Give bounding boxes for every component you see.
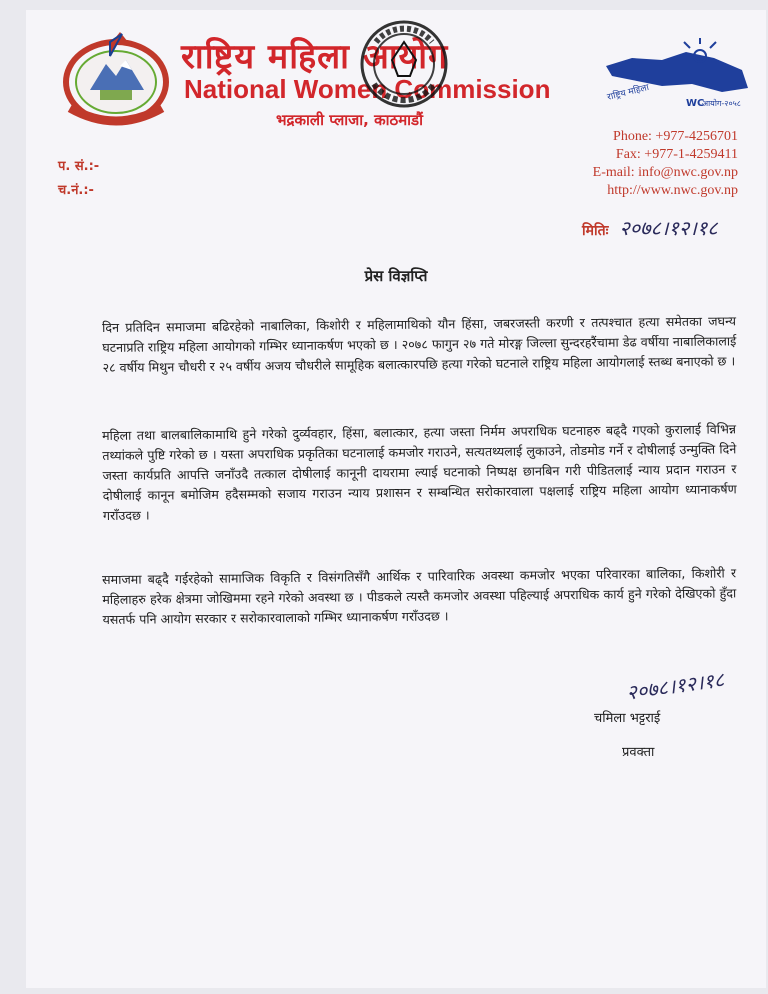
office-address: भद्रकाली प्लाजा, काठमाडौं <box>276 111 423 129</box>
press-release-page <box>26 10 766 988</box>
nepal-emblem-icon <box>60 30 172 128</box>
commission-title-nepali: राष्ट्रिय महिला आयोग <box>181 37 449 77</box>
document-heading: प्रेस विज्ञप्ति <box>364 267 428 285</box>
body-paragraph-2: महिला तथा बालबालिकामाथि हुने गरेको दुर्व्यवहार, हिंसा, बलात्कार, हत्या जस्ता निर्मम अपराधिक घटनाहरु बढ्दै गएको कुरालाई विभिन्न तथ्यांकले पुष्टि गरेको छ । यस्ता अपराधिक प्रकृतिका घटनालाई कमजोर गराउने, सत्यतथ्यलाई लुकाउने, तोडमोड गर्ने र दोषीलाई उन्मुक्ति दिने जस्ता कार्यप्रति आपत्ति जनाँउदै तत्काल दोषीलाई कानूनी दायरामा ल्याई घटनाको निष्पक्ष छानबिन गरी पीडितलाई न्याय प्रदान गराउन र दोषीलाई कानून बमोजिम हदैसम्मको सजाय गराउन न्याय प्रशासन र सम्बन्धित सरोकारवाला पक्षलाई राष्ट्रिय महिला आयोग ध्यानाकर्षण गराँउदछ । <box>102 421 737 523</box>
date-label: मितिः <box>582 223 609 239</box>
signatory-title: प्रवक्ता <box>622 745 655 760</box>
contact-fax: Fax: +977-1-4259411 <box>615 147 738 162</box>
body-paragraph-1: दिन प्रतिदिन समाजमा बढिरहेको नाबालिका, किशोरी र महिलामाथिको यौन हिंसा, जबरजस्ती करणी र तत्पश्चात हत्या समेतका जघन्य घटनाप्रति राष्ट्रिय महिला आयोगको गम्भिर ध्यानाकर्षण भएको छ । २०७८ फागुन २७ गते मोरङ्ग जिल्ला सुन्दरहरैंचामा डेढ वर्षीया नाबालिकालाई २८ वर्षीय मिथुन चौधरी र २५ वर्षीय अजय चौधरीले सामूहिक बलात्कारपछि हत्या गरेको घटनाले राष्ट्रिय महिला आयोगलाई स्तब्ध बनाएको छ । <box>102 313 737 375</box>
map-logo-year: आयोग-२०५८ <box>702 99 741 108</box>
official-seal-icon <box>356 12 452 120</box>
map-logo-letters: WC <box>686 98 705 109</box>
date-line <box>582 214 718 241</box>
body-paragraph-3: समाजमा बढ्दै गईरहेको सामाजिक विकृति र विसंगतिसँगै आर्थिक र पारिवारिक अवस्था कमजोर भएका परिवारका बालिका, किशोरी र महिलाहरु हरेक क्षेत्रमा जोखिममा रहने गरेको अवस्था छ । पीडकले त्यस्तै कमजोर अवस्था पहिल्याई अपराधिक कार्य हुने गरेको देखिएको हुँदा यसतर्फ पनि आयोग सरकार र सरोकारवालाको गम्भिर ध्यानाकर्षण गराँउदछ । <box>102 565 737 627</box>
contact-block <box>593 128 738 200</box>
signatory-name: चमिला भट्टराई <box>594 711 661 726</box>
commission-map-logo-icon <box>602 36 752 116</box>
commission-title-english: National Women Commission <box>184 74 551 104</box>
letter-number-label: प. सं.:- <box>58 159 100 174</box>
map-logo-caption: राष्ट्रिय महिला <box>606 82 651 103</box>
date-value: २०७८।१२।१८ <box>619 216 718 240</box>
dispatch-number-label: च.नं.:- <box>58 183 94 198</box>
contact-email: E-mail: info@nwc.gov.np <box>592 165 738 180</box>
contact-website: http://www.nwc.gov.np <box>607 183 738 198</box>
handwritten-signature: २०७८।१२।१८ <box>624 667 726 705</box>
contact-phone: Phone: +977-4256701 <box>613 129 738 144</box>
